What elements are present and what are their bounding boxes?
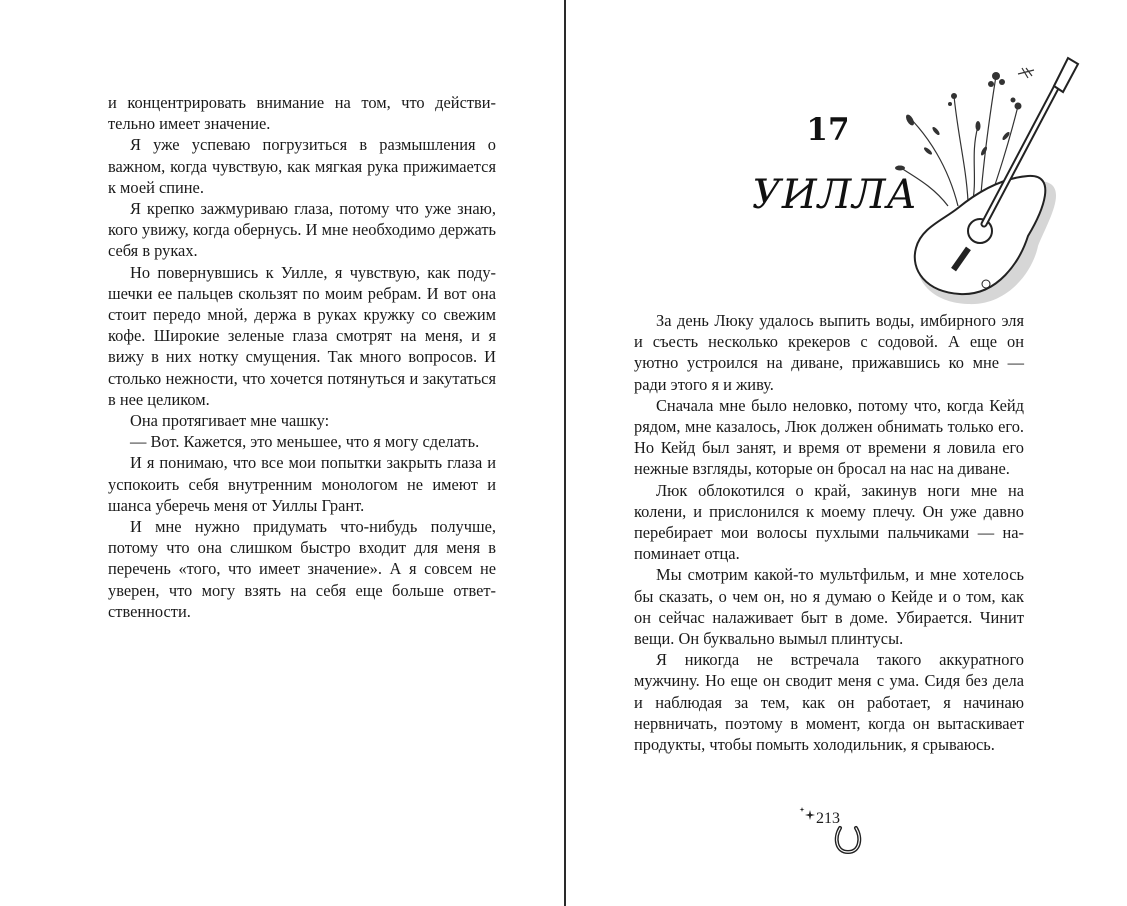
paragraph: Мы смотрим какой-то мультфильм, и мне хотелось бы сказать, о чем он, но я думаю о Кейде и о том, как он сейчас налаживает быт в доме. Убирается. Чинит вещи. Он буквально вымыл плинтусы. — [634, 565, 1024, 649]
paragraph: Она протягивает мне чашку: — [130, 411, 330, 431]
page-footer — [798, 806, 868, 858]
page-gutter — [564, 0, 566, 906]
paragraph: Я никогда не встречала такого аккуратного мужчину. Но еще он сводит меня с ума. Сидя без дела и наблюдая за тем, как он работает, я начинаю нервничать, поэтому в момент, когда он вытаскивает продукты, чтобы помыть холодильник, я срываюсь. — [634, 650, 1024, 755]
paragraph: Сначала мне было неловко, потому что, когда Кейд рядом, мне казалось, Люк должен обнимать только его. Но Кейд был занят, и время от времени я ловила его нежные взгляды, которые он бросал на нас на диване. — [634, 395, 1024, 479]
paragraph: Люк облокотился о край, закинув ноги мне на колени, и прислонился к моему плечу. Он уже давно перебирает мои волосы пухлыми пальчиками — напоминает отца. — [634, 480, 1024, 564]
paragraph: И я понимаю, что все мои попытки закрыть глаза и успокоить себя внутренним монологом не имеют и шанса уберечь меня от Уиллы Грант. — [108, 453, 496, 515]
page-number: 213 — [816, 810, 840, 827]
paragraph: За день Люку удалось выпить воды, имбирного эля и съесть несколько крекеров с содовой. А еще он уютно устроился на диване, прижавшись ко мне — ради этого я и живу. — [634, 311, 1024, 394]
horseshoe-icon — [834, 824, 862, 856]
chapter-title: УИЛЛА — [752, 172, 918, 218]
paragraph: — Вот. Кажется, это меньшее, что я могу сделать. — [130, 432, 480, 452]
left-page-text — [108, 92, 496, 622]
sparkle-icon — [798, 806, 816, 824]
right-page-text — [634, 310, 1024, 755]
paragraph: И мне нужно придумать что-нибудь получше, потому что она слишком быстро входит для меня в перечень «того, что имеет значение». А я совсем не уверен, что могу взять на себя еще больше ответственности. — [108, 517, 496, 621]
chapter-number: 17 — [806, 112, 850, 148]
paragraph: Я уже успеваю погрузиться в размышления о важном, когда чувствую, как мягкая рука прижимается к моей спине. — [108, 135, 496, 197]
paragraph: Я крепко зажмуриваю глаза, потому что уже знаю, кого увижу, когда обернусь. И мне необходимо держать себя в руках. — [108, 199, 496, 261]
paragraph: Но повернувшись к Уилле, я чувствую, как подушечки ее пальцев скользят по моим ребрам. И вот она стоит передо мной, держа в руках кружку со свежим кофе. Широкие зеленые глаза смотрят на меня, и я вижу в них нотку смущения. Так много вопросов. И столько нежности, что хочется потянуться и закутаться в нее целиком. — [108, 262, 496, 409]
paragraph: и концентрировать внимание на том, что действительно имеет значение. — [108, 93, 496, 134]
guitar-with-flowers-icon — [888, 56, 1088, 308]
